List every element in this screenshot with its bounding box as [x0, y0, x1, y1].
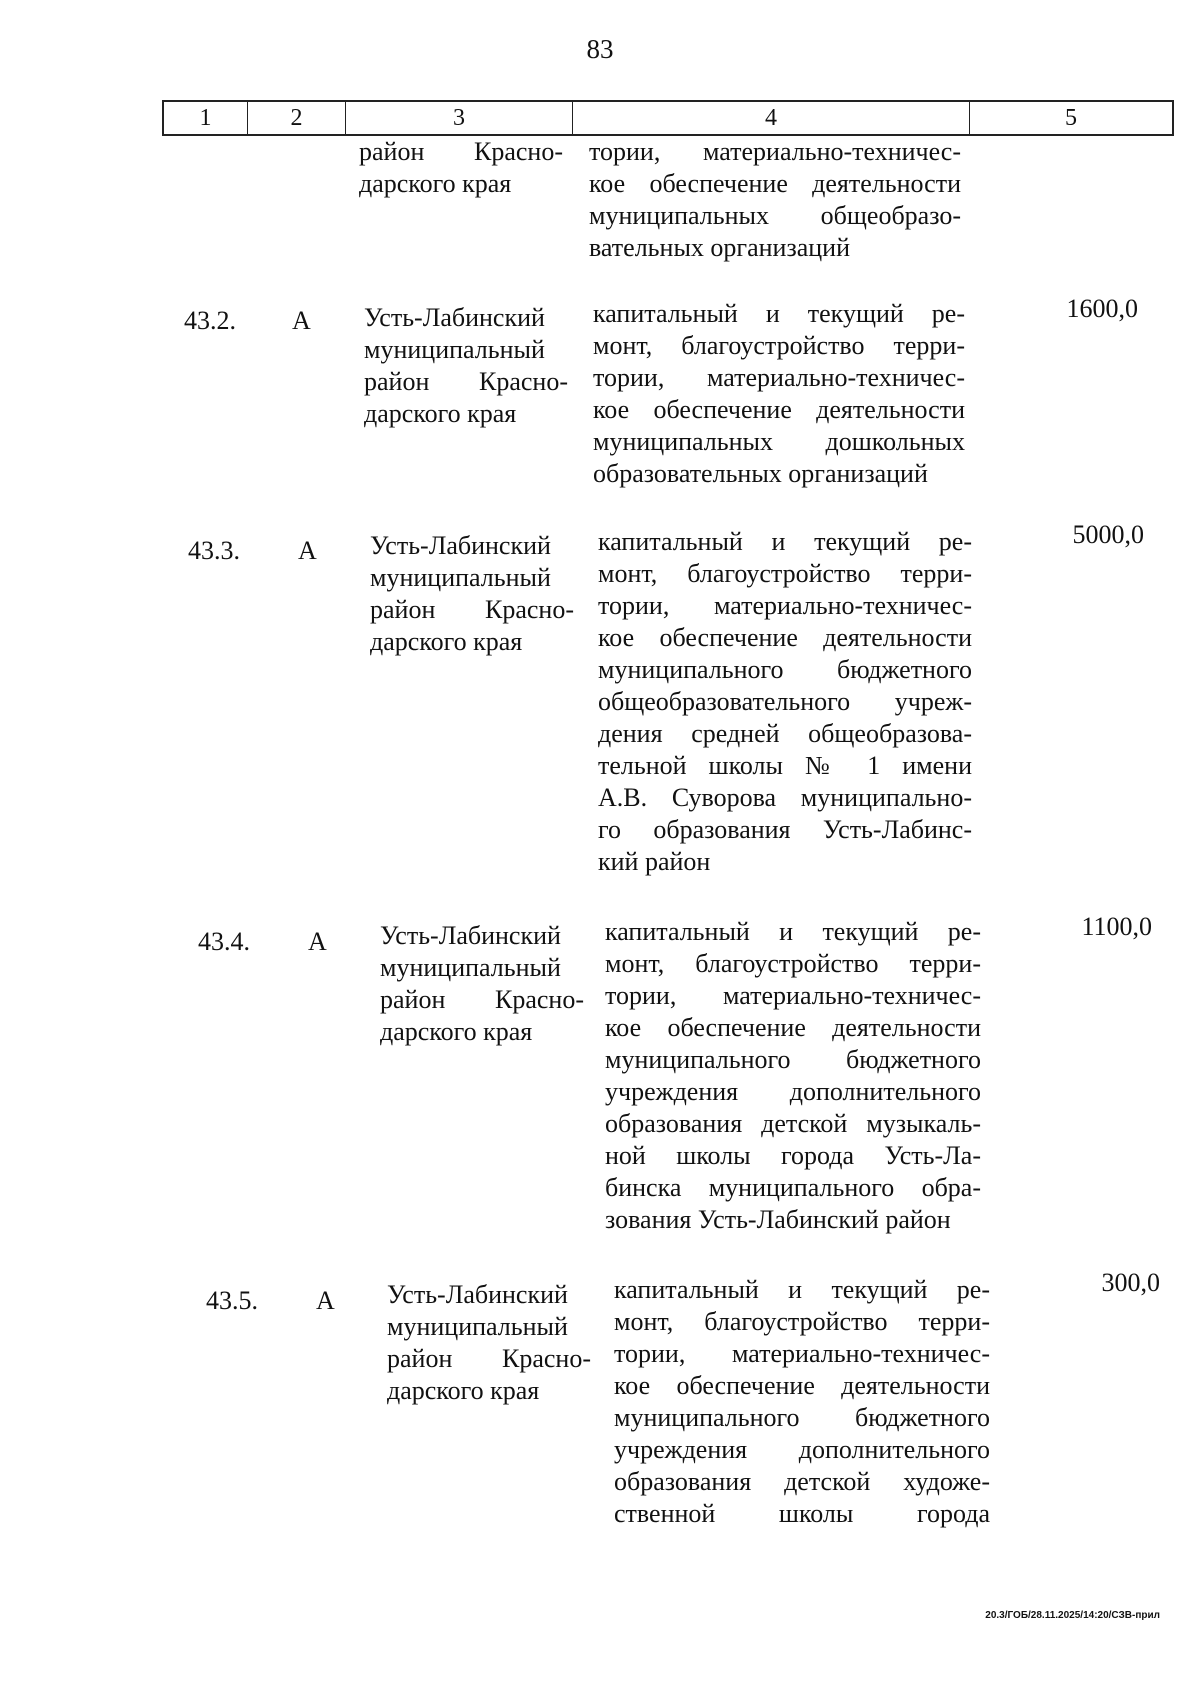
- text-line: монт, благоустройство терри-: [605, 949, 981, 978]
- text-line: образовательных организаций: [593, 459, 928, 488]
- row-description: [598, 526, 972, 878]
- text-line: кое обеспечение деятельности: [589, 169, 961, 198]
- text-line: образования детской музыкаль-: [605, 1109, 981, 1138]
- text-line: район Красно-: [364, 367, 568, 396]
- text-line: кое обеспечение деятельности: [593, 395, 965, 424]
- continuation-col3: [359, 136, 563, 200]
- page-number: 83: [586, 34, 614, 64]
- text-line: муниципальный: [380, 953, 561, 982]
- text-line: муниципальных общеобразо-: [589, 201, 961, 230]
- text-line: ной школы города Усть-Ла-: [605, 1141, 981, 1170]
- row-amount: 1600,0: [1066, 294, 1138, 323]
- text-line: дарского края: [359, 169, 512, 198]
- row-letter: А: [316, 1286, 335, 1315]
- header-cell-5: 5: [1065, 104, 1077, 131]
- text-line: тельной школы № 1 имени: [598, 751, 972, 780]
- text-line: монт, благоустройство терри-: [593, 331, 965, 360]
- text-line: ственной школы города: [614, 1499, 990, 1528]
- text-line: муниципальный: [387, 1312, 568, 1341]
- row-municipality: [380, 920, 584, 1048]
- row-number: 43.2.: [184, 306, 236, 335]
- text-line: капитальный и текущий ре-: [593, 299, 965, 328]
- text-line: вательных организаций: [589, 233, 851, 262]
- row-description: [605, 916, 981, 1236]
- row-letter: А: [308, 927, 327, 956]
- row-amount: 1100,0: [1081, 912, 1152, 941]
- text-line: муниципальных дошкольных: [593, 427, 965, 456]
- text-line: зования Усть-Лабинский район: [605, 1205, 951, 1234]
- text-line: муниципального бюджетного: [605, 1045, 981, 1074]
- text-line: монт, благоустройство терри-: [614, 1307, 990, 1336]
- row-amount: 5000,0: [1072, 520, 1144, 549]
- text-line: капитальный и текущий ре-: [598, 527, 972, 556]
- text-line: район Красно-: [370, 595, 574, 624]
- text-line: дения средней общеобразова-: [598, 719, 972, 748]
- row-municipality: [364, 302, 568, 430]
- text-line: Усть-Лабинский: [380, 921, 561, 950]
- text-line: учреждения дополнительного: [614, 1435, 990, 1464]
- text-line: район Красно-: [359, 137, 563, 166]
- text-line: кое обеспечение деятельности: [598, 623, 972, 652]
- row-municipality: [370, 530, 574, 658]
- text-line: дарского края: [364, 399, 517, 428]
- row-description: [593, 298, 965, 490]
- text-line: муниципальный: [364, 335, 545, 364]
- text-line: кое обеспечение деятельности: [605, 1013, 981, 1042]
- text-line: тории, материально-техничес-: [605, 981, 981, 1010]
- text-line: тории, материально-техничес-: [593, 363, 965, 392]
- text-line: монт, благоустройство терри-: [598, 559, 972, 588]
- header-cell-2: 2: [248, 102, 346, 134]
- text-line: общеобразовательного учреж-: [598, 687, 972, 716]
- text-line: кий район: [598, 847, 711, 876]
- row-number: 43.5.: [206, 1286, 258, 1315]
- text-line: район Красно-: [380, 985, 584, 1014]
- text-line: дарского края: [370, 627, 523, 656]
- text-line: муниципального бюджетного: [614, 1403, 990, 1432]
- text-line: тории, материально-техничес-: [589, 137, 961, 166]
- row-letter: А: [298, 536, 317, 565]
- text-line: тории, материально-техничес-: [598, 591, 972, 620]
- row-municipality: [387, 1279, 591, 1407]
- row-amount: 300,0: [1101, 1268, 1160, 1297]
- text-line: го образования Усть-Лабинс-: [598, 815, 972, 844]
- text-line: муниципального бюджетного: [598, 655, 972, 684]
- header-cell-4: 4: [573, 102, 970, 134]
- row-letter: А: [292, 306, 311, 335]
- text-line: дарского края: [380, 1017, 533, 1046]
- row-number: 43.3.: [188, 536, 240, 565]
- text-line: дарского края: [387, 1376, 540, 1405]
- text-line: капитальный и текущий ре-: [614, 1275, 990, 1304]
- header-cell-1: 1: [164, 102, 248, 134]
- continuation-col4: [589, 136, 961, 264]
- text-line: тории, материально-техничес-: [614, 1339, 990, 1368]
- text-line: район Красно-: [387, 1344, 591, 1373]
- text-line: муниципальный: [370, 563, 551, 592]
- text-line: Усть-Лабинский: [364, 303, 545, 332]
- document-code: 20.3/ГОБ/28.11.2025/14:20/СЗВ-прил: [985, 1610, 1160, 1621]
- table-header-row: [162, 100, 1174, 136]
- text-line: капитальный и текущий ре-: [605, 917, 981, 946]
- text-line: Усть-Лабинский: [370, 531, 551, 560]
- text-line: образования детской художе-: [614, 1467, 990, 1496]
- row-description: [614, 1274, 990, 1530]
- text-line: Усть-Лабинский: [387, 1280, 568, 1309]
- text-line: бинска муниципального обра-: [605, 1173, 981, 1202]
- text-line: кое обеспечение деятельности: [614, 1371, 990, 1400]
- header-cell-3: 3: [346, 102, 573, 134]
- text-line: учреждения дополнительного: [605, 1077, 981, 1106]
- row-number: 43.4.: [198, 927, 250, 956]
- text-line: А.В. Суворова муниципально-: [598, 783, 972, 812]
